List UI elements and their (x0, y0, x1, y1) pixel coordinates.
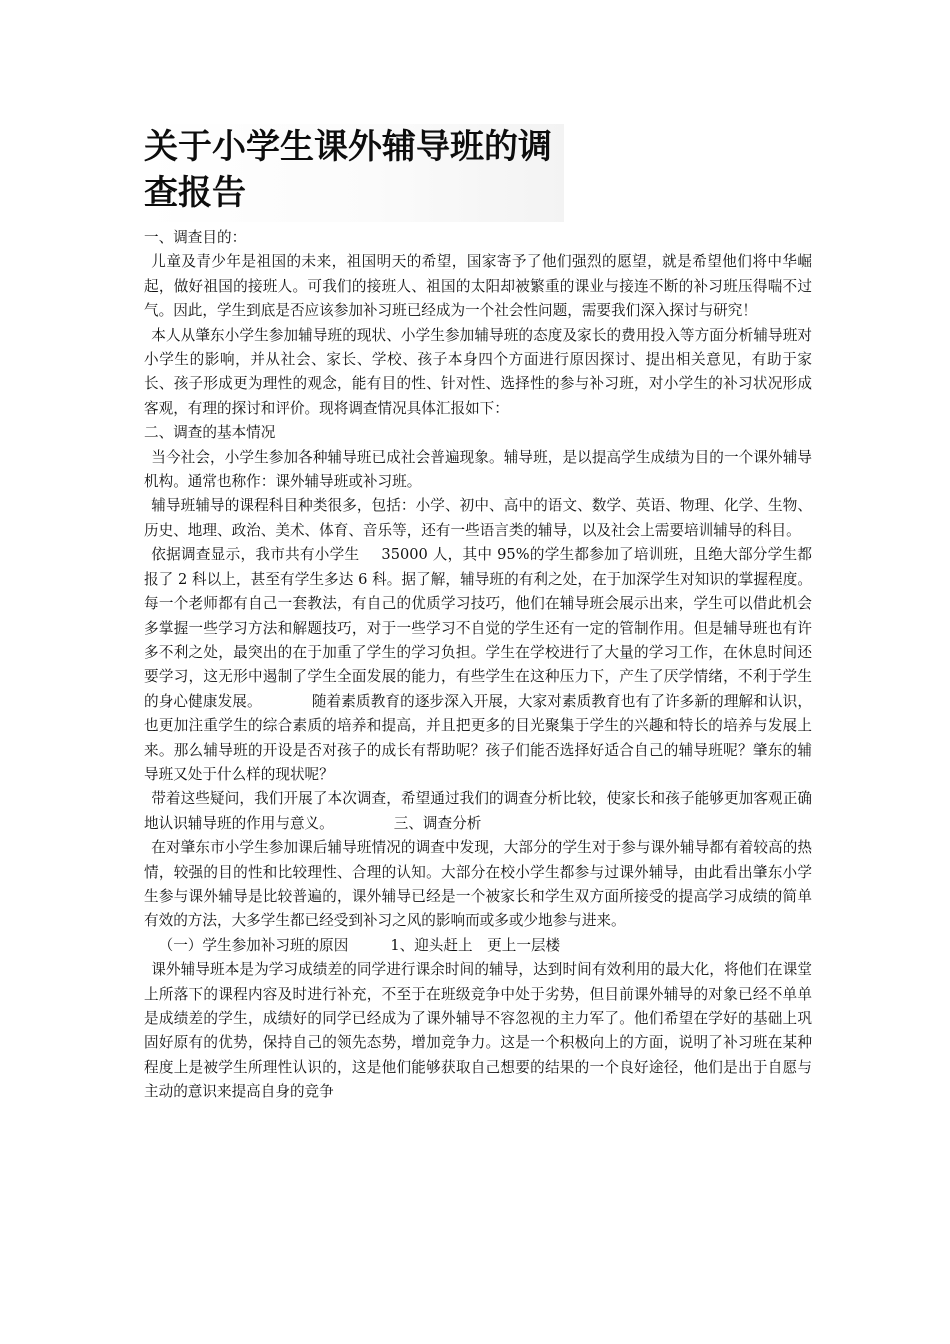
paragraph: 在对肇东市小学生参加课后辅导班情况的调查中发现，大部分的学生对于参与课外辅导都有着较高的热情，较强的目的性和比较理性、合理的认知。大部分在校小学生都参与过课外辅导，由此看出肇东小学生参与课外辅导是比较普遍的，课外辅导已经是一个被家长和学生双方面所接受的提高学习成绩的简单有效的方法，大多学生都已经受到补习之风的影响而或多或少地参与进来。 (144, 839, 812, 930)
paragraph: 当今社会，小学生参加各种辅导班已成社会普遍现象。辅导班，是以提高学生成绩为目的一个课外辅导机构。通常也称作：课外辅导班或补习班。 (144, 448, 812, 491)
subsection-heading-reasons: （一）学生参加补习班的原因 (158, 936, 349, 954)
paragraph (144, 787, 812, 836)
title-line-2: 查报告 (144, 173, 246, 213)
section-heading-analysis: 三、调查分析 (393, 814, 482, 832)
paragraph: 本人从肇东小学生参加辅导班的现状、小学生参加辅导班的态度及家长的费用投入等方面分析辅导班对小学生的影响，并从社会、家长、学校、孩子本身四个方面进行原因探讨、提出相关意见，有助于家长、孩子形成更为理性的观念，能有目的性、针对性、选择性的参与补习班，对小学生的补习状况形成客观，有理的探讨和评价。现将调查情况具体汇报如下： (144, 326, 812, 417)
document-title (144, 124, 564, 222)
document-body (144, 226, 812, 1105)
paragraph: 儿童及青少年是祖国的未来，祖国明天的希望，国家寄予了他们强烈的愿望，就是希望他们将中华崛起，做好祖国的接班人。可我们的接班人、祖国的太阳却被繁重的课业与接连不断的补习班压得喘不过气。因此，学生到底是否应该参加补习班已经成为一个社会性问题，需要我们深入探讨与研究！ (144, 253, 812, 320)
paragraph-text: 随着素质教育的逐步深入开展，大家对素质教育也有了许多新的理解和认识，也更加注重学生的综合素质的培养和提高，并且把更多的目光聚集于学生的兴趣和特长的培养与发展上来。那么辅导班的开设是否对孩子的成长有帮助呢？孩子们能否选择好适合自己的辅导班呢？肇东的辅导班又处于什么样的现状呢？ (144, 692, 812, 783)
paragraph: 课外辅导班本是为学习成绩差的同学进行课余时间的辅导，达到时间有效利用的最大化，将他们在课堂上所落下的课程内容及时进行补充，不至于在班级竞争中处于劣势，但目前课外辅导的对象已经不单单是成绩差的学生，成绩好的同学已经成为了课外辅导不容忽视的主力军了。他们希望在学好的基础上巩固好原有的优势，保持自己的领先态势，增加竞争力。这是一个积极向上的方面，说明了补习班在某种程度上是被学生所理性认识的，这是他们能够获取自己想要的结果的一个良好途径，他们是出于自愿与主动的意识来提高自身的竞争 (144, 961, 812, 1101)
paragraph-text: 依据调查显示，我市共有小学生 (151, 546, 360, 564)
paragraph: 辅导班辅导的课程科目种类很多，包括：小学、初中、高中的语文、数学、英语、物理、化学、生物、历史、地理、政治、美术、体育、音乐等，还有一些语言类的辅导，以及社会上需要培训辅导的科目。 (144, 497, 812, 539)
paragraph (144, 543, 812, 787)
subsection-heading (144, 934, 812, 958)
section-heading-basic-situation: 二、调查的基本情况 (144, 424, 276, 442)
section-heading-purpose: 一、调查目的： (144, 229, 247, 246)
title-line-1: 关于小学生课外辅导班的调 (144, 127, 552, 167)
paragraph-text: 带着这些疑问，我们开展了本次调查，希望通过我们的调查分析比较，使家长和孩子能够更加客观正确地认识辅导班的作用与意义。 (144, 790, 812, 832)
subsection-item-heading: 1、迎头赶上 更上一层楼 (390, 936, 561, 954)
student-count: 35000 (381, 546, 428, 564)
paragraph-text: 人，其中 95%的学生都参加了培训班，且绝大部分学生都报了 2 科以上，甚至有学生多达 6 科。据了解，辅导班的有利之处，在于加深学生对知识的掌握程度。每一个老师都有自己一套教法，有自己的优质学习技巧，他们在辅导班会展示出来，学生可以借此机会多掌握一些学习方法和解题技巧，对于一些学习不自觉的学生还有一定的管制作用。但是辅导班也有许多不利之处，最突出的在于加重了学生的学习负担。学生在学校进行了大量的学习工作，在休息时间还要学习，这无形中遏制了学生全面发展的能力，有些学生在这种压力下，产生了厌学情绪，不利于学生的身心健康发展。 (144, 546, 812, 710)
